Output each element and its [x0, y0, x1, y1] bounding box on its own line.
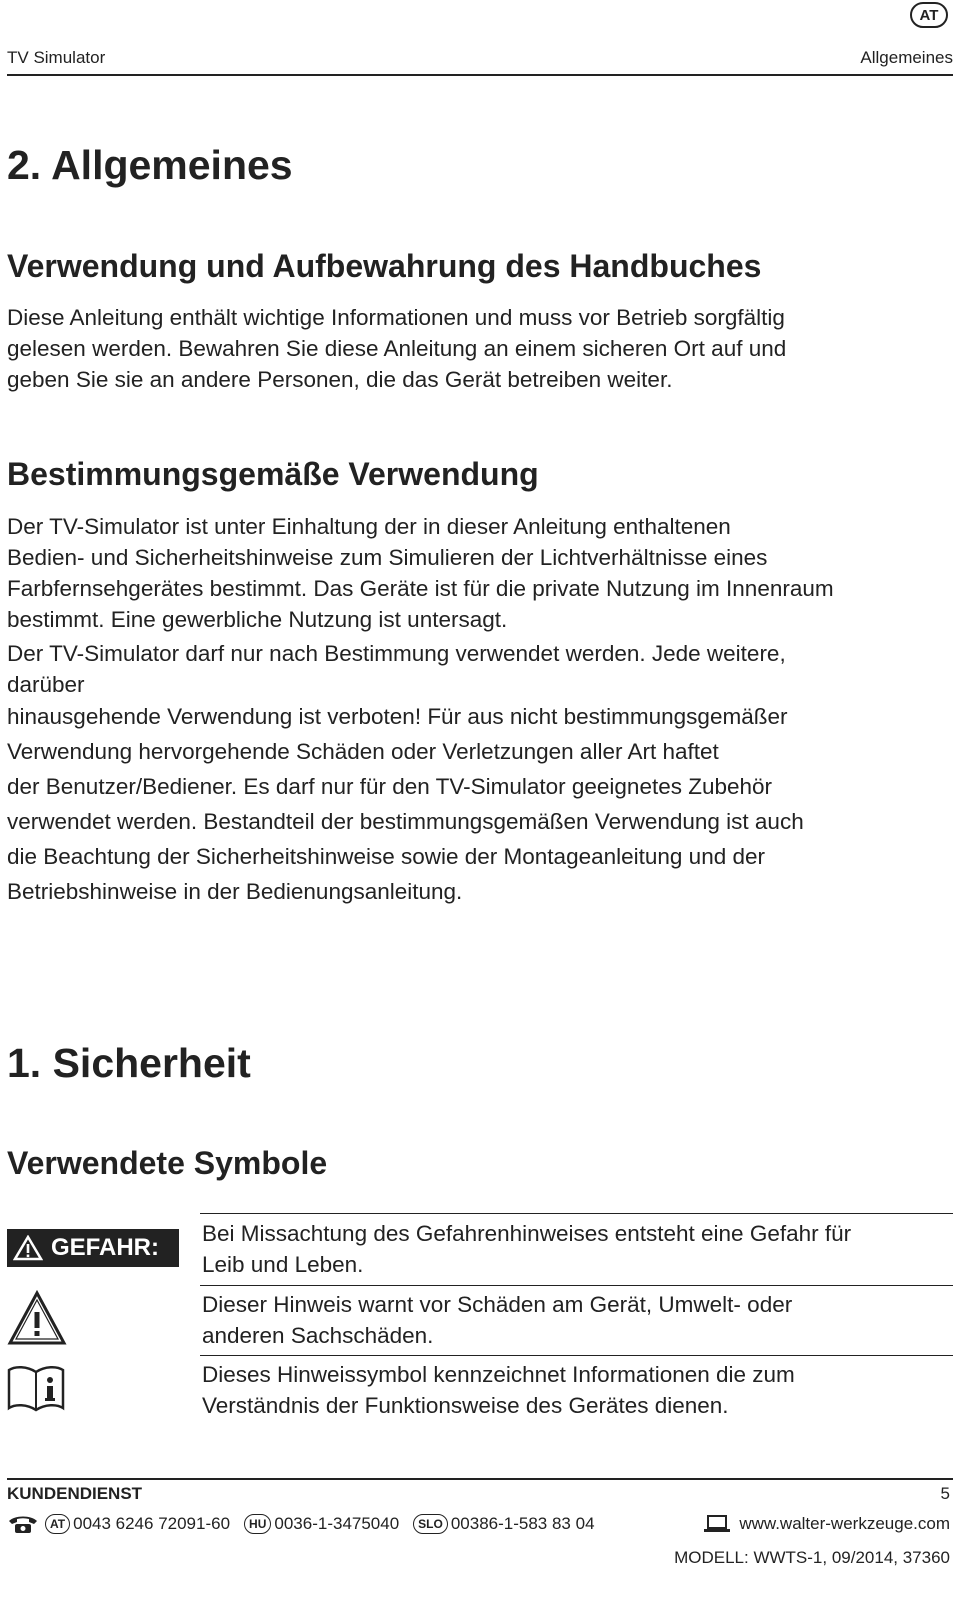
danger-label	[7, 1229, 179, 1267]
text-line: Verständnis der Funktionsweise des Gerätes dienen.	[202, 1393, 729, 1418]
website-link[interactable]: www.walter-werkzeuge.com	[739, 1514, 950, 1533]
text-line: darüber	[7, 672, 85, 697]
phone-hu: 0036-1-3475040	[274, 1514, 400, 1533]
symbols-divider	[200, 1285, 953, 1286]
country-badge-slo: SLO	[413, 1514, 448, 1534]
telephone-icon	[7, 1514, 39, 1534]
heading-symbols: Verwendete Symbole	[7, 1145, 328, 1181]
heading-usage-storage: Verwendung und Aufbewahrung des Handbuches	[7, 248, 762, 284]
page-number: 5	[940, 1484, 950, 1503]
country-badge-at: AT	[45, 1514, 70, 1534]
symbols-divider	[200, 1355, 953, 1356]
symbol-description-danger	[202, 1218, 942, 1280]
text-line: die Beachtung der Sicherheitshinweise sowie der Montageanleitung und der	[7, 844, 765, 869]
symbols-divider	[200, 1213, 953, 1214]
text-line: Dieser Hinweis warnt vor Schäden am Gerät, Umwelt- oder	[202, 1292, 793, 1317]
footer-divider	[7, 1478, 953, 1480]
section-title-safety: 1. Sicherheit	[7, 1040, 251, 1086]
header-product-name: TV Simulator	[7, 48, 106, 67]
footer-website	[703, 1514, 950, 1534]
text-line: Leib und Leben.	[202, 1252, 364, 1277]
text-line: Betriebshinweise in der Bedienungsanleitung.	[7, 879, 463, 904]
model-info: MODELL: WWTS-1, 09/2014, 37360	[674, 1548, 950, 1567]
paragraph-intended-use-a	[7, 511, 947, 700]
phone-slo: 00386-1-583 83 04	[450, 1514, 595, 1533]
symbol-description-warning	[202, 1289, 942, 1351]
footer-contacts	[7, 1514, 595, 1534]
text-line: Bedien- und Sicherheitshinweise zum Simulieren der Lichtverhältnisse eines	[7, 545, 768, 570]
info-book-icon	[7, 1364, 65, 1412]
country-badge: AT	[910, 2, 948, 28]
warning-triangle-icon	[13, 1235, 43, 1261]
text-line: anderen Sachschäden.	[202, 1323, 434, 1348]
text-line: der Benutzer/Bediener. Es darf nur für den TV-Simulator geeignetes Zubehör	[7, 774, 773, 799]
text-line: Der TV-Simulator darf nur nach Bestimmung verwendet werden. Jede weitere,	[7, 641, 786, 666]
text-line: Der TV-Simulator ist unter Einhaltung der in dieser Anleitung enthaltenen	[7, 514, 731, 539]
text-line: Verwendung hervorgehende Schäden oder Verletzungen aller Art haftet	[7, 739, 719, 764]
text-line: geben Sie sie an andere Personen, die das Gerät betreiben weiter.	[7, 367, 673, 392]
laptop-icon	[703, 1514, 731, 1534]
paragraph-usage-storage	[7, 302, 947, 395]
country-badge-hu: HU	[244, 1514, 271, 1534]
text-line: bestimmt. Eine gewerbliche Nutzung ist untersagt.	[7, 607, 508, 632]
header-divider	[7, 74, 953, 76]
text-line: Dieses Hinweissymbol kennzeichnet Informationen die zum	[202, 1362, 795, 1387]
text-line: gelesen werden. Bewahren Sie diese Anleitung an einem sicheren Ort auf und	[7, 336, 787, 361]
danger-label-text: GEFAHR:	[51, 1234, 159, 1261]
text-line: Farbfernsehgerätes bestimmt. Das Geräte ist für die private Nutzung im Innenraum	[7, 576, 834, 601]
text-line: Diese Anleitung enthält wichtige Informationen und muss vor Betrieb sorgfältig	[7, 305, 785, 330]
text-line: verwendet werden. Bestandteil der bestimmungsgemäßen Verwendung ist auch	[7, 809, 804, 834]
section-title-general: 2. Allgemeines	[7, 142, 293, 188]
warning-triangle-icon	[7, 1290, 67, 1346]
paragraph-intended-use-b	[7, 699, 947, 909]
text-line: Bei Missachtung des Gefahrenhinweises entsteht eine Gefahr für	[202, 1221, 852, 1246]
header-section-name: Allgemeines	[860, 48, 953, 67]
text-line: hinausgehende Verwendung ist verboten! Für aus nicht bestimmungsgemäßer	[7, 704, 788, 729]
heading-intended-use: Bestimmungsgemäße Verwendung	[7, 456, 539, 492]
phone-at: 0043 6246 72091-60	[73, 1514, 231, 1533]
symbol-description-info	[202, 1359, 942, 1421]
footer-title: KUNDENDIENST	[7, 1484, 143, 1503]
